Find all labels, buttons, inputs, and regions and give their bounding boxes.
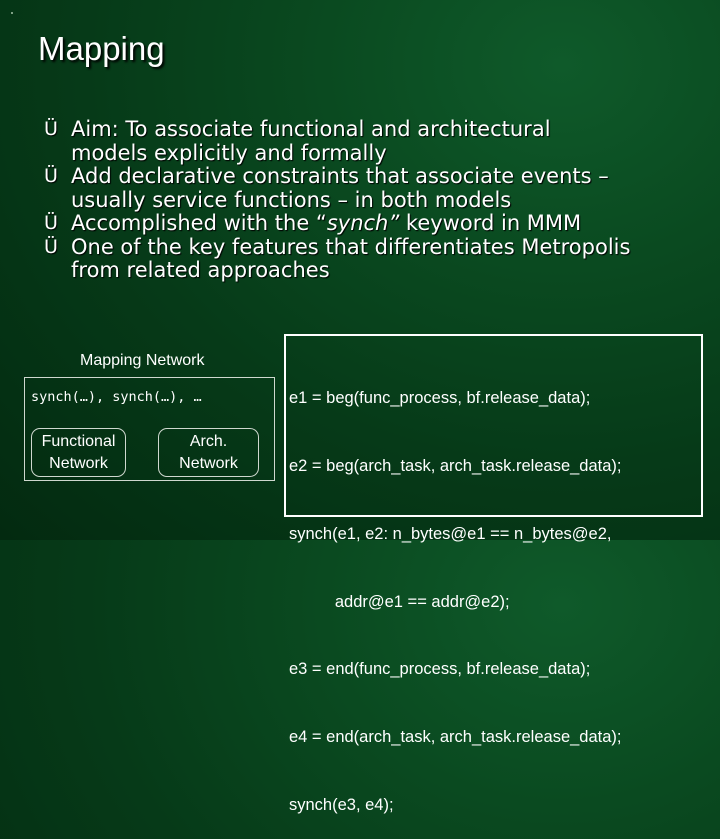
- bullet-line: usually service functions – in both models: [71, 187, 512, 212]
- bullet-mark-icon: Ü: [44, 235, 58, 258]
- code-line: addr@e1 == addr@e2);: [289, 592, 510, 611]
- bullet-mark-icon: Ü: [44, 212, 58, 234]
- bullet-aim: [44, 118, 704, 165]
- arch-network-line: Network: [179, 455, 238, 472]
- code-example-box: [284, 334, 703, 814]
- arch-network-box: [158, 428, 259, 477]
- bullet-mark-icon: Ü: [44, 118, 58, 140]
- mapping-network-box: [24, 377, 275, 481]
- functional-network-line: Network: [49, 455, 108, 472]
- functional-network-line: Functional: [41, 433, 116, 450]
- bullet-synch-keyword: [44, 212, 704, 236]
- mapping-network-label: Mapping Network: [80, 352, 205, 369]
- code-line: e2 = beg(arch_task, arch_task.release_data);: [289, 456, 622, 475]
- bullet-text-after: keyword in MMM: [399, 211, 582, 235]
- code-line: e3 = end(func_process, bf.release_data);: [289, 660, 591, 679]
- slide-title: Mapping: [38, 30, 165, 67]
- bullet-text-before: Accomplished with the “: [71, 211, 327, 235]
- bullet-list: [44, 118, 704, 283]
- corner-dot: [11, 12, 13, 14]
- synch-list: synch(…), synch(…), …: [31, 389, 202, 405]
- functional-network-box: [31, 428, 126, 477]
- bullet-line: from related approaches: [71, 258, 330, 282]
- arch-network-line: Arch.: [189, 433, 228, 450]
- code-line: synch(e3, e4);: [289, 795, 394, 814]
- bullet-line: Add declarative constraints that associate events –: [71, 164, 609, 188]
- bullet-key-features: [44, 236, 704, 283]
- code-line: e4 = end(arch_task, arch_task.release_data);: [289, 728, 622, 747]
- bullet-line: models explicitly and formally: [71, 140, 387, 165]
- code-line: e1 = beg(func_process, bf.release_data);: [289, 389, 591, 408]
- bullet-mark-icon: Ü: [44, 165, 58, 187]
- code-line: synch(e1, e2: n_bytes@e1 == n_bytes@e2,: [289, 524, 612, 543]
- bullet-keyword: synch”: [326, 211, 400, 235]
- bullet-line: Aim: To associate functional and architectural: [71, 117, 551, 141]
- bullet-line: One of the key features that differentiates Metropolis: [71, 234, 631, 259]
- bullet-constraints: [44, 165, 704, 212]
